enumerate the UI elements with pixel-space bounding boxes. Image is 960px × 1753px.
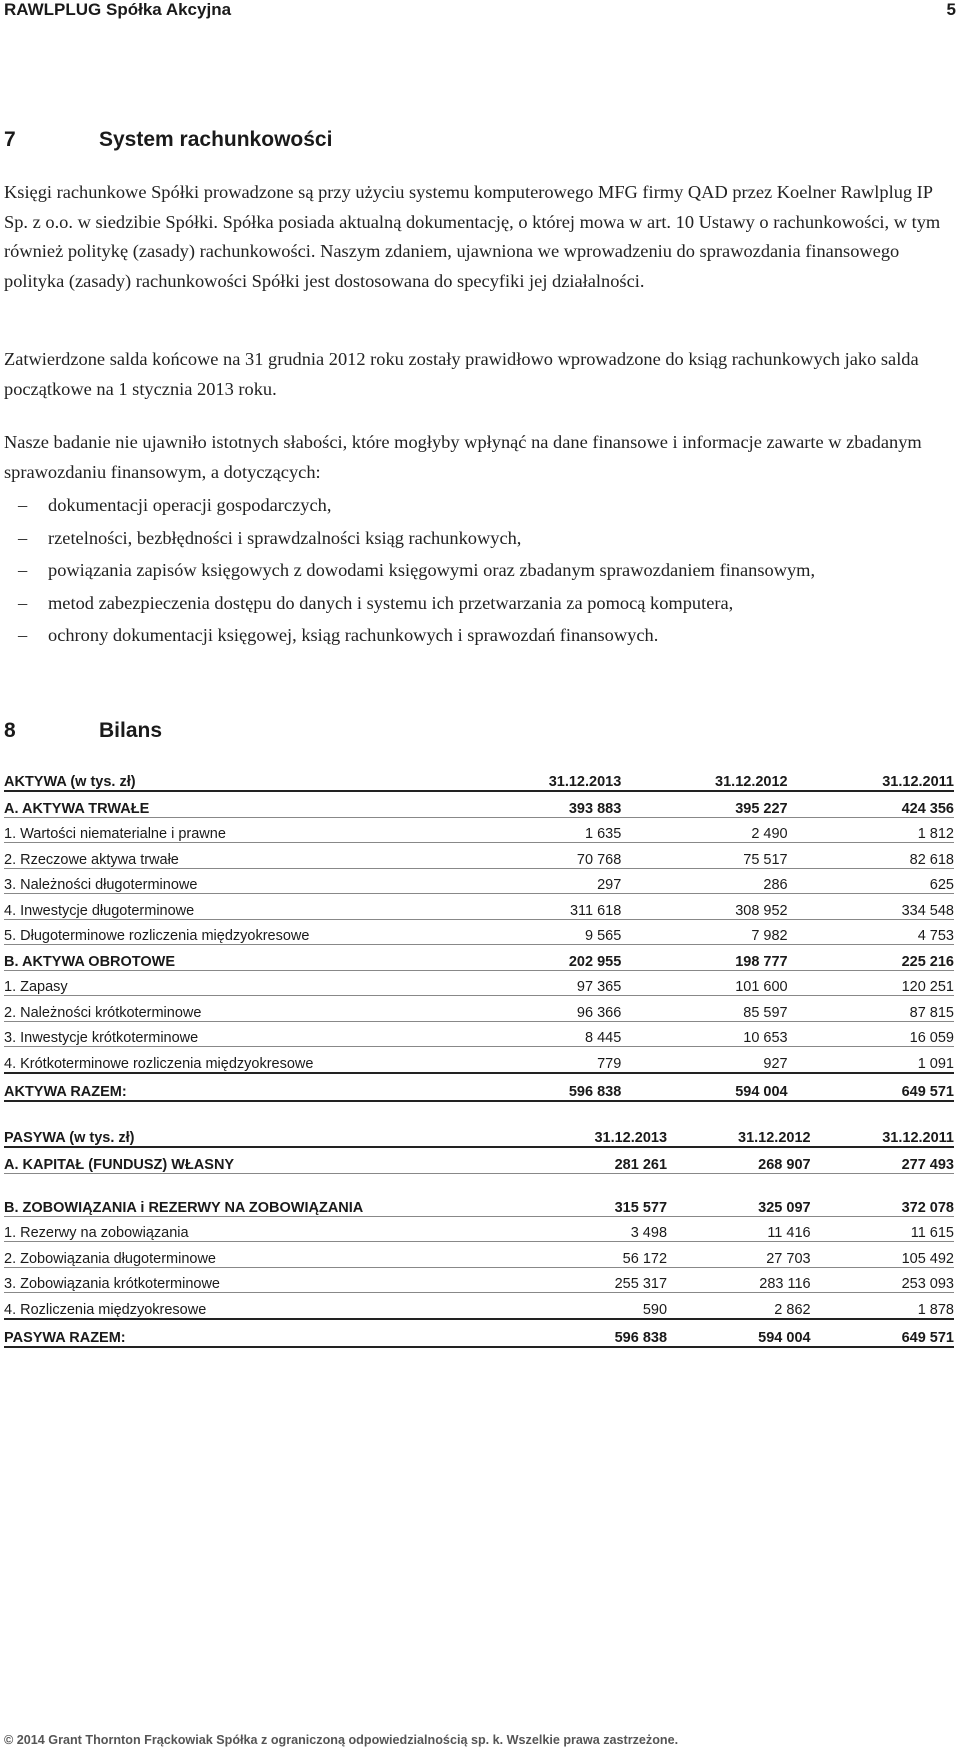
dash-marker: –	[18, 527, 28, 548]
total-row	[4, 1319, 954, 1347]
value-cell: 393 883	[455, 791, 621, 817]
list-item-text: dokumentacji operacji gospodarczych,	[48, 495, 332, 515]
list-item	[4, 524, 956, 554]
value-cell: 198 777	[621, 945, 787, 971]
value-cell: 2 490	[621, 817, 787, 843]
value-cell: 87 815	[788, 996, 954, 1022]
row-label: 1. Zapasy	[4, 970, 455, 996]
value-cell: 283 116	[667, 1267, 811, 1293]
list-item	[4, 589, 956, 619]
value-cell: 277 493	[811, 1147, 954, 1173]
list-item	[4, 491, 956, 521]
value-cell: 779	[455, 1047, 621, 1073]
row-label: AKTYWA RAZEM:	[4, 1073, 455, 1101]
value-cell: 268 907	[667, 1147, 811, 1173]
table-row	[4, 1267, 954, 1293]
value-cell: 75 517	[621, 843, 787, 869]
table-row	[4, 868, 954, 894]
section-title: Bilans	[99, 719, 163, 742]
row-label: 1. Wartości niematerialne i prawne	[4, 817, 455, 843]
section-number: 7	[4, 128, 16, 151]
value-cell: 325 097	[667, 1173, 811, 1216]
row-label: 2. Należności krótkoterminowe	[4, 996, 455, 1022]
column-header: AKTYWA (w tys. zł)	[4, 766, 455, 791]
row-label: 4. Krótkoterminowe rozliczenia międzyokresowe	[4, 1047, 455, 1073]
value-cell: 1 635	[455, 817, 621, 843]
paragraph-text: Zatwierdzone salda końcowe na 31 grudnia 2012 roku zostały prawidłowo wprowadzone do ksiąg rachunkowych jako salda początkowe na 1 stycznia 2013 roku.	[4, 349, 919, 399]
value-cell: 70 768	[455, 843, 621, 869]
column-header: 31.12.2012	[667, 1122, 811, 1147]
value-cell: 594 004	[621, 1073, 787, 1101]
value-cell: 334 548	[788, 894, 954, 920]
table-row	[4, 1147, 954, 1173]
value-cell: 10 653	[621, 1021, 787, 1047]
value-cell: 8 445	[455, 1021, 621, 1047]
section-7-paragraph-3	[4, 428, 956, 487]
column-header: 31.12.2013	[455, 766, 621, 791]
table-row	[4, 1021, 954, 1047]
value-cell: 105 492	[811, 1242, 954, 1268]
value-cell: 4 753	[788, 919, 954, 945]
section-7-paragraph-1	[4, 178, 956, 296]
section-7-paragraph-2	[4, 345, 956, 404]
value-cell: 3 498	[523, 1216, 667, 1242]
table-row	[4, 1047, 954, 1073]
column-header: 31.12.2011	[788, 766, 954, 791]
table-header-row	[4, 1122, 954, 1147]
value-cell: 16 059	[788, 1021, 954, 1047]
paragraph-text: Księgi rachunkowe Spółki prowadzone są przy użyciu systemu komputerowego MFG firmy QAD przez Koelner Rawlplug IP Sp. z o.o. w siedzibie Spółki. Spółka posiada aktualną dokumentację, o której mowa w art. 10 Ustawy o rachunkowości, w tym również politykę (zasady) rachunkowości. Naszym zdaniem, ujawniona we wprowadzeniu do sprawozdania finansowego polityka (zasady) rachunkowości Spółki jest dostosowana do specyfiki jej działalności.	[4, 182, 941, 291]
value-cell: 590	[523, 1293, 667, 1319]
value-cell: 596 838	[455, 1073, 621, 1101]
total-row	[4, 1073, 954, 1101]
value-cell: 596 838	[523, 1319, 667, 1347]
column-header: PASYWA (w tys. zł)	[4, 1122, 523, 1147]
table-row	[4, 843, 954, 869]
list-item-text: rzetelności, bezbłędności i sprawdzalności ksiąg rachunkowych,	[48, 527, 522, 548]
table-row	[4, 894, 954, 920]
value-cell: 101 600	[621, 970, 787, 996]
value-cell: 85 597	[621, 996, 787, 1022]
list-item-text: ochrony dokumentacji księgowej, ksiąg rachunkowych i sprawozdań finansowych.	[48, 625, 659, 645]
table-row	[4, 1293, 954, 1319]
list-item	[4, 621, 956, 651]
table-row	[4, 1216, 954, 1242]
row-label: PASYWA RAZEM:	[4, 1319, 523, 1347]
value-cell: 56 172	[523, 1242, 667, 1268]
dash-marker: –	[18, 625, 28, 645]
table-row	[4, 945, 954, 971]
value-cell: 2 862	[667, 1293, 811, 1319]
value-cell: 1 812	[788, 817, 954, 843]
table-row	[4, 996, 954, 1022]
list-item-text: powiązania zapisów księgowych z dowodami księgowymi oraz zbadanym sprawozdaniem finansowym,	[48, 560, 816, 580]
value-cell: 625	[788, 868, 954, 894]
value-cell: 927	[621, 1047, 787, 1073]
value-cell: 1 091	[788, 1047, 954, 1073]
value-cell: 225 216	[788, 945, 954, 971]
row-label: 3. Inwestycje krótkoterminowe	[4, 1021, 455, 1047]
section-title: System rachunkowości	[99, 128, 333, 151]
value-cell: 82 618	[788, 843, 954, 869]
value-cell: 315 577	[523, 1173, 667, 1216]
page-footer: © 2014 Grant Thornton Frąckowiak Spółka z ograniczoną odpowiedzialnością sp. k. Wszelkie prawa zastrzeżone.	[4, 1733, 679, 1747]
value-cell: 308 952	[621, 894, 787, 920]
value-cell: 594 004	[667, 1319, 811, 1347]
row-label: 1. Rezerwy na zobowiązania	[4, 1216, 523, 1242]
table-row	[4, 791, 954, 817]
row-label: A. AKTYWA TRWAŁE	[4, 791, 455, 817]
value-cell: 96 366	[455, 996, 621, 1022]
table-row	[4, 970, 954, 996]
value-cell: 649 571	[811, 1319, 954, 1347]
value-cell: 202 955	[455, 945, 621, 971]
row-label: 2. Rzeczowe aktywa trwałe	[4, 843, 455, 869]
table-row	[4, 817, 954, 843]
list-item-text: metod zabezpieczenia dostępu do danych i systemu ich przetwarzania za pomocą komputera,	[48, 592, 734, 613]
value-cell: 372 078	[811, 1173, 954, 1216]
value-cell: 7 982	[621, 919, 787, 945]
table-row	[4, 1242, 954, 1268]
value-cell: 120 251	[788, 970, 954, 996]
row-label: 4. Inwestycje długoterminowe	[4, 894, 455, 920]
row-label: 3. Należności długoterminowe	[4, 868, 455, 894]
value-cell: 311 618	[455, 894, 621, 920]
value-cell: 11 416	[667, 1216, 811, 1242]
value-cell: 11 615	[811, 1216, 954, 1242]
table-header-row	[4, 766, 954, 791]
dash-marker: –	[18, 560, 28, 580]
value-cell: 424 356	[788, 791, 954, 817]
value-cell: 649 571	[788, 1073, 954, 1101]
row-label: 3. Zobowiązania krótkoterminowe	[4, 1267, 523, 1293]
row-label: A. KAPITAŁ (FUNDUSZ) WŁASNY	[4, 1147, 523, 1173]
value-cell: 297	[455, 868, 621, 894]
liabilities-table	[4, 1122, 954, 1348]
row-label: 5. Długoterminowe rozliczenia międzyokresowe	[4, 919, 455, 945]
row-label: 4. Rozliczenia międzyokresowe	[4, 1293, 523, 1319]
page-number: 5	[946, 0, 956, 19]
column-header: 31.12.2011	[811, 1122, 954, 1147]
table-row	[4, 919, 954, 945]
column-header: 31.12.2012	[621, 766, 787, 791]
dash-marker: –	[18, 592, 28, 613]
value-cell: 286	[621, 868, 787, 894]
section-number: 8	[4, 719, 16, 742]
value-cell: 9 565	[455, 919, 621, 945]
value-cell: 1 878	[811, 1293, 954, 1319]
page-header	[4, 0, 956, 20]
row-label: B. AKTYWA OBROTOWE	[4, 945, 455, 971]
assets-table	[4, 766, 954, 1102]
value-cell: 255 317	[523, 1267, 667, 1293]
paragraph-text: Nasze badanie nie ujawniło istotnych słabości, które mogłyby wpłynąć na dane finansowe i informacje zawarte w zbadanym sprawozdaniu finansowym, a dotyczących:	[4, 432, 922, 482]
dash-marker: –	[18, 495, 28, 515]
value-cell: 253 093	[811, 1267, 954, 1293]
value-cell: 281 261	[523, 1147, 667, 1173]
row-label: 2. Zobowiązania długoterminowe	[4, 1242, 523, 1268]
column-header: 31.12.2013	[523, 1122, 667, 1147]
value-cell: 395 227	[621, 791, 787, 817]
findings-list	[4, 491, 956, 654]
value-cell: 97 365	[455, 970, 621, 996]
value-cell: 27 703	[667, 1242, 811, 1268]
row-label: B. ZOBOWIĄZANIA i REZERWY NA ZOBOWIĄZANIA	[4, 1173, 523, 1216]
table-row	[4, 1173, 954, 1216]
company-name: RAWLPLUG Spółka Akcyjna	[4, 0, 232, 19]
list-item	[4, 556, 956, 586]
